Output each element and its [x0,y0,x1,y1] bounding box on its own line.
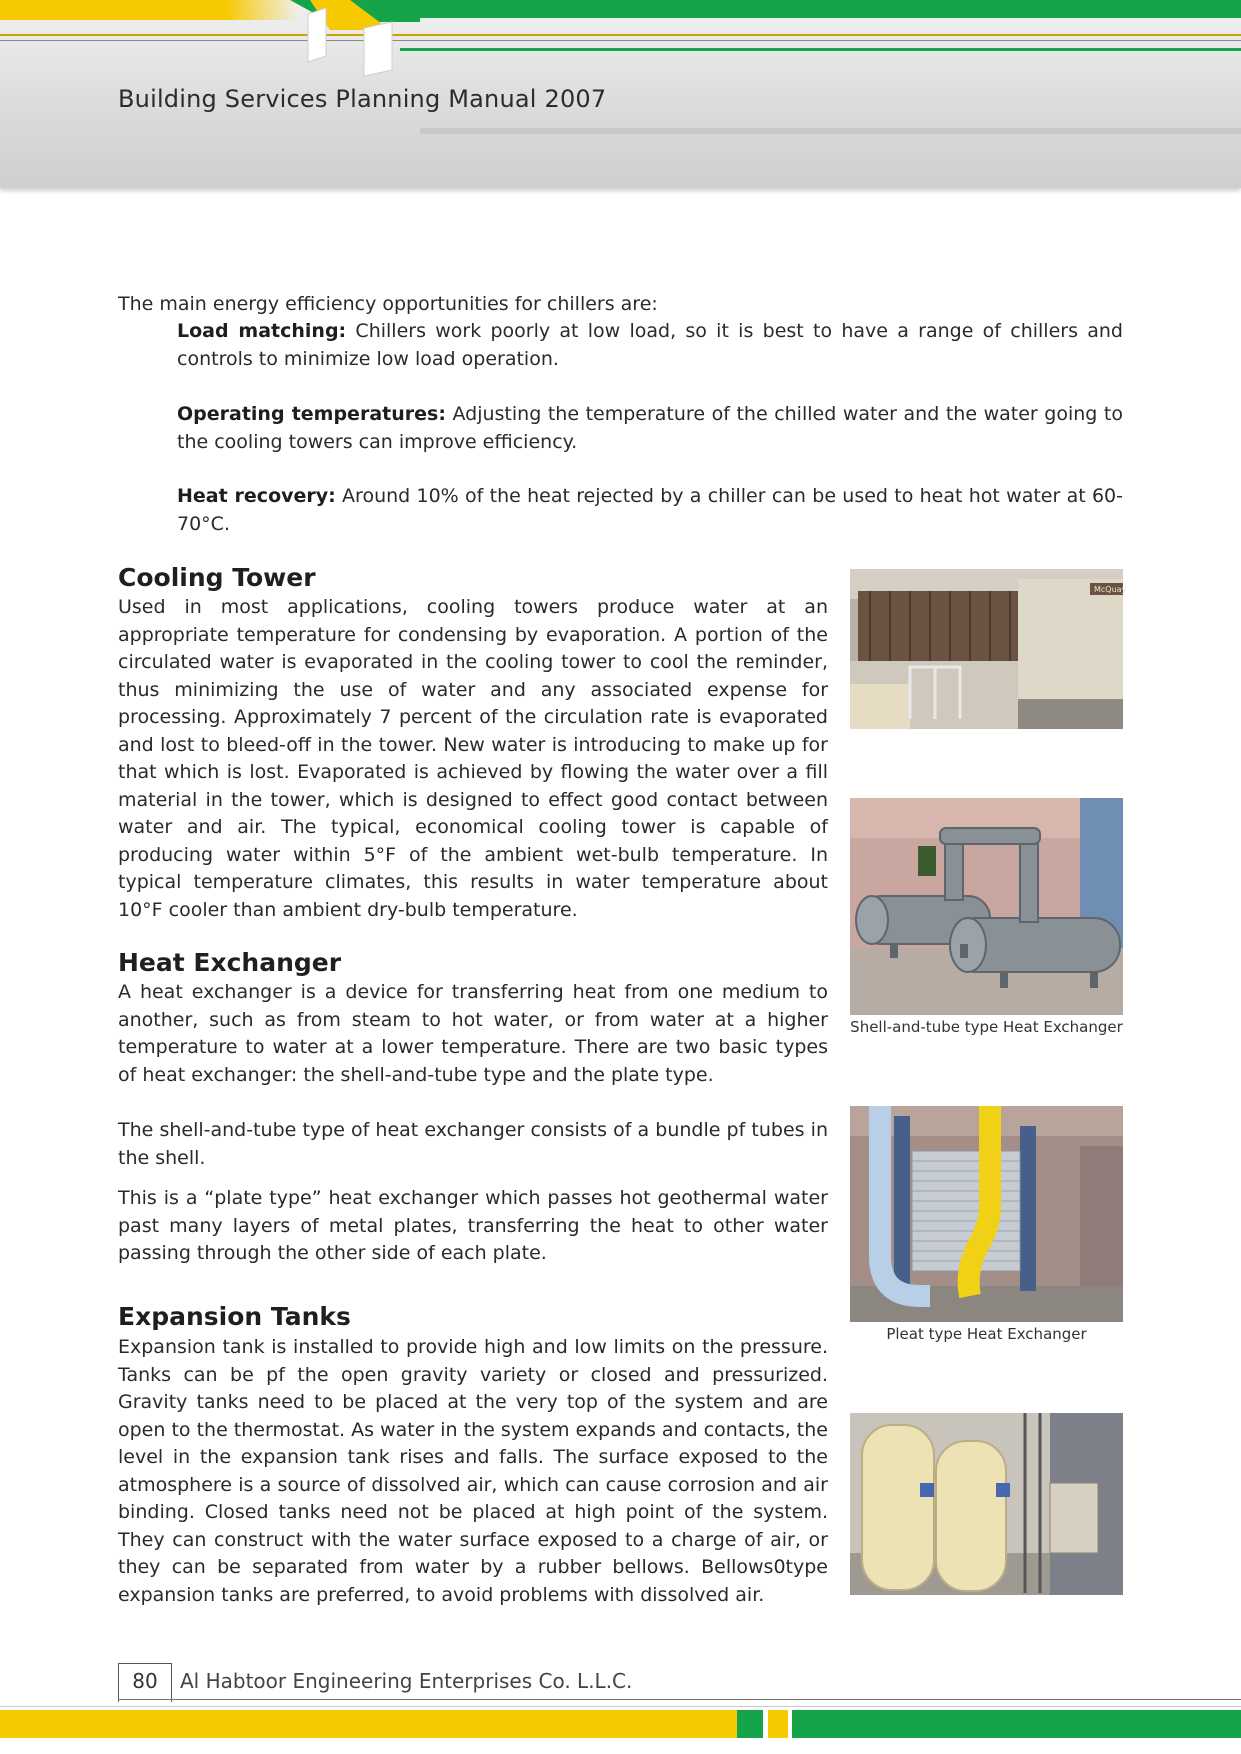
bullet-heat-recovery [177,483,1123,538]
plate-exchanger-caption: Pleat type Heat Exchanger [886,1325,1087,1343]
header-logo-shapes [290,0,430,80]
chiller-logo: McQuay [1094,585,1127,594]
heat-exchanger-paragraph-3: This is a “plate type” heat exchanger which passes hot geothermal water past many layers of metal plates, transferring the heat to other water passing through the other side of each plate. [118,1187,828,1264]
page-header [0,0,1241,188]
footer-green-band [792,1710,1241,1738]
header-rule [0,34,1241,36]
shell-tube-caption: Shell-and-tube type Heat Exchanger [850,1018,1123,1036]
bullet-label: Heat recovery: [177,485,336,507]
cooling-tower-body: Used in most applications, cooling towers produce water at an appropriate temperature for condensing by evaporation. A portion of the circulated water is evaporated in the cooling tower to cool the reminder, thus minimizing the use of water and any associated expense for processing. Approximately 7 percent of the circulation rate is evaporated and lost to bleed-off in the tower. New water is introducing to make up for that which is lost. Evaporated is achieved by flowing the water over a fill material in the tower, which is designed to effect good contact between water and air. The typical, economical cooling tower is capable of producing water within 5°F of the ambient wet-bulb temperature. In typical temperature climates, this results in water temperature about 10°F cooler than ambient dry-bulb temperature. [118,596,828,921]
heat-exchanger-paragraph-1: A heat exchanger is a device for transferring heat from one medium to another, such as from steam to hot water, or from water at a higher temperature to water at a lower temperature. There are two basic types of heat exchanger: the shell-and-tube type and the plate type. [118,981,828,1086]
bullet-text: Chillers work poorly at low load, so it is best to have a range of chillers and controls to minimize low load operation. [177,320,1123,370]
footer-rule [118,1699,1241,1700]
page-number: 80 [132,1669,158,1693]
shell-tube-photo [850,798,1123,1015]
heat-exchanger-paragraph-2: The shell-and-tube type of heat exchanger consists of a bundle pf tubes in the shell. [118,1119,828,1169]
bullet-label: Load matching: [177,320,347,342]
footer-green-block [737,1710,763,1738]
expansion-tanks-body: Expansion tank is installed to provide high and low limits on the pressure. Tanks can be pf the open gravity variety or closed and pressurized. Gravity tanks need to be placed at the very top of the system and are open to the thermostat. As water in the system expands and contacts, the level in the expansion tank rises and falls. The surface exposed to the atmosphere is a source of dissolved air, which can cause corrosion and air binding. Closed tanks need not be placed at high point of the system. They can construct with the water surface exposed to a charge of air, or they can be separated from water by a rubber bellows. Bellows0type expansion tanks are preferred, to avoid problems with dissolved air. [118,1336,828,1606]
header-rule [0,40,1241,41]
chiller-photo [850,569,1127,729]
intro-text: The main energy efficiency opportunities for chillers are: [118,293,658,315]
footer-yellow-band [0,1710,737,1738]
footer-company: Al Habtoor Engineering Enterprises Co. L.L.C. [180,1669,633,1693]
plate-exchanger-photo [850,1106,1123,1322]
bullet-label: Operating temperatures: [177,403,446,425]
header-stripe [420,128,1241,134]
bullet-text: Adjusting the temperature of the chilled water and the water going to the cooling towers can improve efficiency. [177,403,1124,453]
bullet-text: Around 10% of the heat rejected by a chiller can be used to heat hot water at 60-70°C. [177,485,1123,535]
heading-expansion-tanks: Expansion Tanks [118,1302,351,1331]
page-title: Building Services Planning Manual 2007 [118,85,607,113]
heading-cooling-tower: Cooling Tower [118,563,316,592]
bullet-operating-temperatures [177,401,1123,456]
heading-heat-exchanger: Heat Exchanger [118,948,342,977]
bullet-load-matching [177,318,1123,373]
header-green-rule [400,48,1241,51]
footer-thin-rule [0,1706,1241,1707]
header-yellow-band [0,0,300,20]
expansion-tanks-photo [850,1413,1123,1595]
header-green-band [400,0,1241,18]
footer-yellow-block [768,1710,788,1738]
